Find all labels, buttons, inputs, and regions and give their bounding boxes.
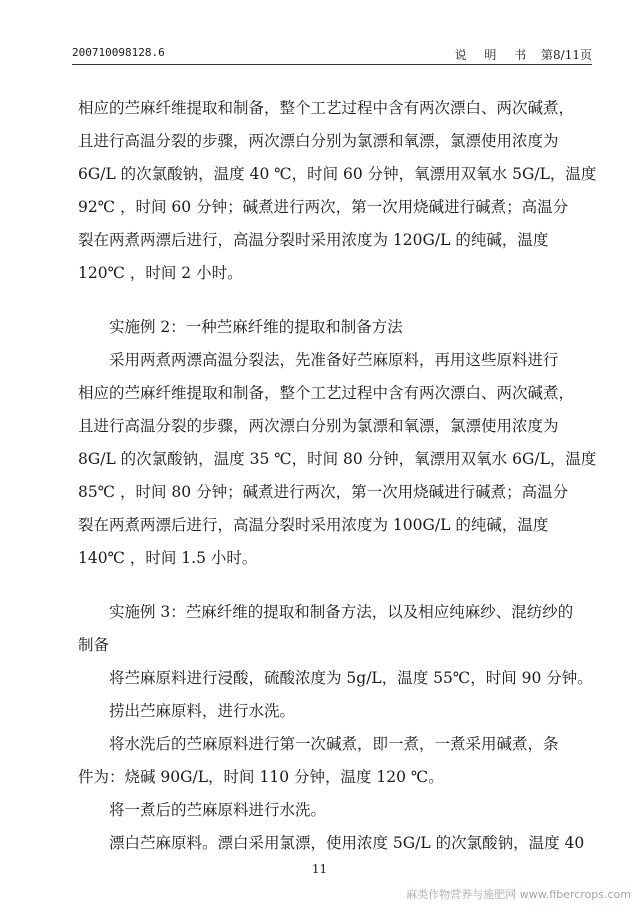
text-line: 92℃ ，时间 60 分钟；碱煮进行两次，第一次用烧碱进行碱煮；高温分 [78, 198, 569, 216]
watermark: 麻类作物营养与施肥网 www.fibercrops.com [406, 888, 631, 901]
text-line: 相应的苎麻纤维提取和制备，整个工艺过程中含有两次漂白、两次碱煮， [78, 99, 575, 117]
text-line: 将水洗后的苎麻原料进行第一次碱煮，即一煮，一煮采用碱煮，条 [109, 735, 559, 753]
section-heading: 实施例 3：苎麻纤维的提取和制备方法，以及相应纯麻纱、混纺纱的 [109, 603, 574, 621]
text-line: 捞出苎麻原料，进行水洗。 [109, 702, 296, 720]
page-indicator: 第8/11页 [541, 48, 592, 62]
text-line: 6G/L 的次氯酸钠，温度 40 ℃，时间 60 分钟，氧漂用双氧水 5G/L，温度 [78, 165, 597, 183]
text-line: 将苎麻原料进行浸酸，硫酸浓度为 5g/L，温度 55℃，时间 90 分钟。 [109, 669, 593, 687]
text-line: 相应的苎麻纤维提取和制备，整个工艺过程中含有两次漂白、两次碱煮， [78, 384, 575, 402]
text-line: 件为：烧碱 90G/L，时间 110 分钟，温度 120 ℃。 [78, 768, 444, 786]
text-line: 140℃ ，时间 1.5 小时。 [78, 549, 258, 567]
text-line: 采用两煮两漂高温分裂法，先准备好苎麻原料，再用这些原料进行 [109, 351, 559, 369]
page-header [72, 44, 592, 65]
text-line: 裂在两煮两漂后进行，高温分裂时采用浓度为 100G/L 的纯碱，温度 [78, 516, 549, 534]
document-title: 说 明 书 [454, 48, 534, 62]
text-line: 裂在两煮两漂后进行，高温分裂时采用浓度为 120G/L 的纯碱，温度 [78, 231, 549, 249]
text-line: 8G/L 的次氯酸钠，温度 35 ℃，时间 80 分钟，氧漂用双氧水 6G/L，温度 [78, 450, 597, 468]
header-right [455, 46, 592, 63]
text-line: 且进行高温分裂的步骤，两次漂白分别为氯漂和氧漂，氯漂使用浓度为 [78, 417, 559, 435]
text-line: 制备 [78, 636, 110, 654]
text-line: 漂白苎麻原料。漂白采用氯漂，使用浓度 5G/L 的次氯酸钠，温度 40 [109, 834, 585, 852]
text-line: 120℃ ，时间 2 小时。 [78, 264, 243, 282]
application-number: 200710098128.6 [72, 46, 165, 59]
text-line: 将一煮后的苎麻原料进行水洗。 [109, 801, 327, 819]
text-line: 且进行高温分裂的步骤，两次漂白分别为氯漂和氧漂，氯漂使用浓度为 [78, 132, 559, 150]
section-heading: 实施例 2：一种苎麻纤维的提取和制备方法 [109, 318, 403, 336]
text-line: 85℃ ，时间 80 分钟；碱煮进行两次，第一次用烧碱进行碱煮；高温分 [78, 483, 569, 501]
page-number: 11 [311, 862, 328, 876]
